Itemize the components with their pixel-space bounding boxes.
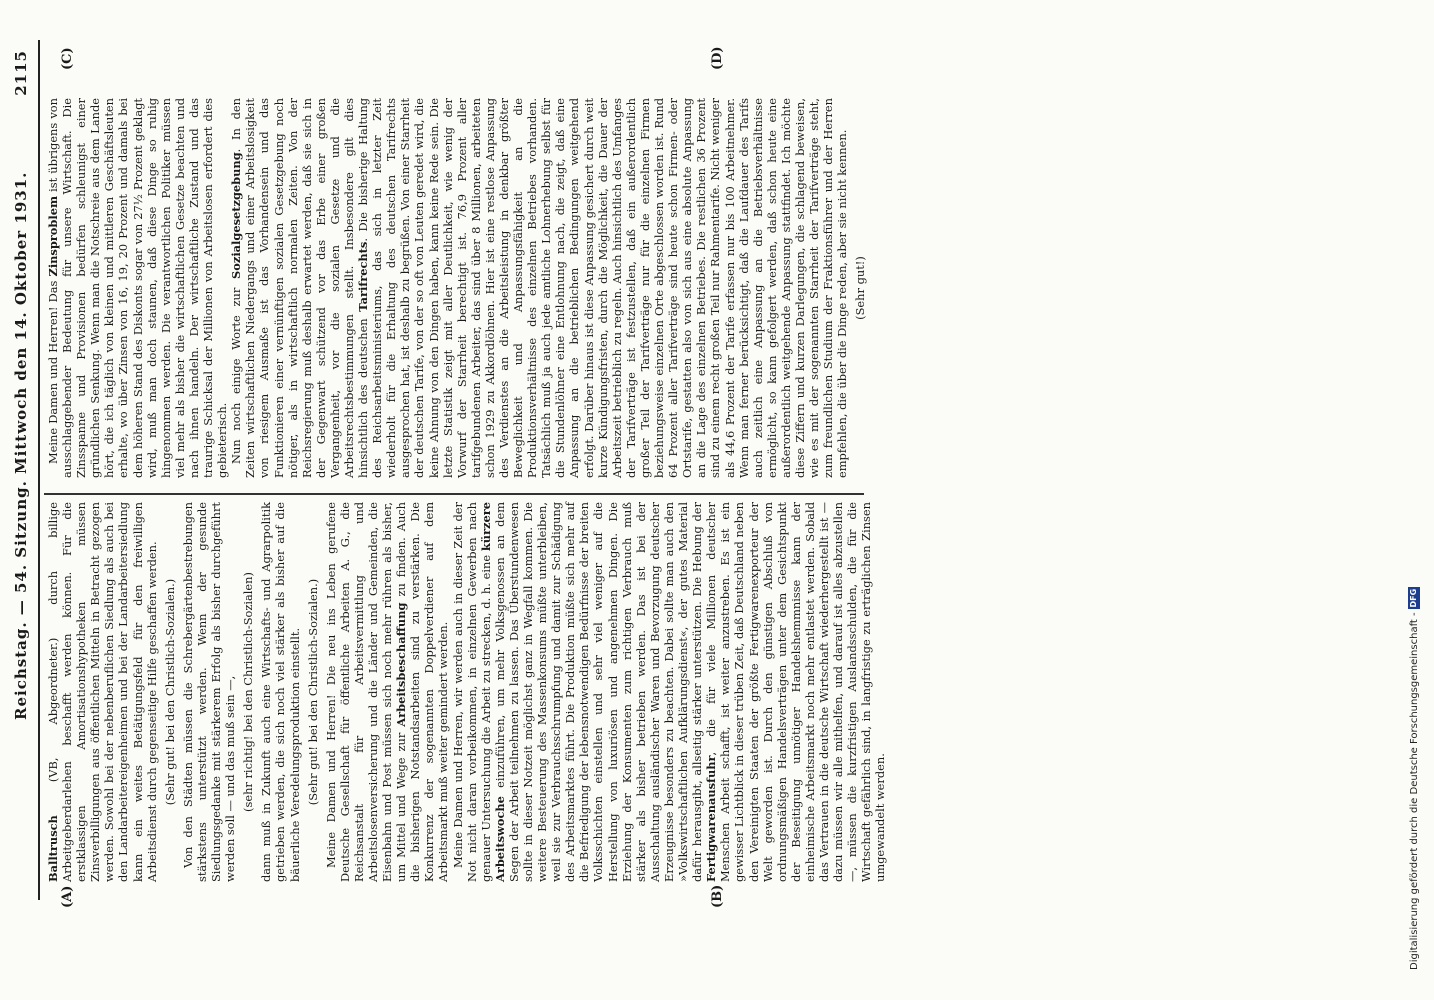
emphasis: Tarifrechts xyxy=(356,241,371,312)
applause-note: (Sehr gut! bei den Christlich-Sozialen.) xyxy=(305,578,320,806)
paragraph xyxy=(46,502,159,882)
digitization-footer xyxy=(1408,587,1420,970)
paragraph: Von den Städten müssen die Schrebergärtenbestrebungen stärkstens unterstützt werden. Wenn der gesunde Siedlungsgedanke mit stärkerem Erfolg als bisher durchgeführt werden soll — und das muß sein —, xyxy=(180,502,238,882)
column-divider xyxy=(44,494,864,496)
emphasis: Fertigwarenausfuhr xyxy=(704,755,719,882)
paragraph-text: , die für viele Millionen deutscher Menschen Arbeit schafft, ist weiter anzustreben. Es ist ein gewisser Lichtblick in dieser trüben Zeit, daß Deutschland neben den Vereinigten Staaten der größte Fertigwarenexporteur der Welt geworden ist. Durch den günstigen Abschluß von ordnungsmäßigen Handelsverträgen unter dem Gesichtspunkt der Beseitigung unnötiger Handelshemmnisse kann der einheimische Arbeitsmarkt noch mehr entlastet werden. Sobald das Vertrauen in die deutsche Wirtschaft wiederhergestellt ist — dazu müssen wir alle mithelfen, und darauf ist alles abzustellen —, müssen die kurzfristigen Auslandsschulden, die für die Wirtschaft gefährlich sind, in langfristige zu erträglichen Zinsen umgewandelt werden. xyxy=(704,502,888,882)
paragraph xyxy=(229,98,849,478)
emphasis: kürzere Arbeitswoche xyxy=(478,502,507,882)
emphasis: Arbeitsbeschaffung xyxy=(394,602,409,727)
margin-letter-a: (A) xyxy=(60,885,75,908)
applause-note: (Sehr gut!) xyxy=(853,256,868,320)
emphasis: Sozialgesetzgebung xyxy=(229,152,244,279)
page-number: 2115 xyxy=(12,50,30,96)
paragraph-text: ist übrigens von ausschlaggebender Bedeutung für unsere Wirtschaft. Die Zinsspanne und Provisionen bedürfen schleunigst einer gründlichen Senkung. Wenn man die Notschreie aus dem Lande hört, die ich täglich von kleinen und mittleren Geschäftsleuten erhalte, wo über Zinsen von 16, 19, 20 Prozent und damals bei dem höheren Stand des Diskonts sogar von 27½ Prozent geklagt wird, muß man doch staunen, daß diese Dinge so ruhig hingenommen werden. Die verantwortlichen Politiker müssen viel mehr als bisher die wirtschaftlichen Gesetze beachten und nach ihnen handeln. Der wirtschaftliche Zustand und das traurige Schicksal der Millionen von Arbeitslosen erfordert dies gebieterisch. xyxy=(46,98,230,478)
paragraph-text: Meine Damen und Herren, wir werden auch in dieser Zeit der Not nicht daran vorbeikommen, in einzelnen Gewerben nach genauer Untersuchung die Arbeit zu strecken, d. h. eine xyxy=(450,502,493,882)
page-header-title: Reichstag. — 54. Sitzung. Mittwoch den 14. Oktober 1931. xyxy=(12,171,30,720)
footer-text: Digitalisierung gefördert durch die Deutsche Forschungsgemeinschaft - xyxy=(1409,612,1420,970)
header-rule xyxy=(38,40,40,900)
paragraph xyxy=(46,98,229,478)
applause-note: (sehr richtig! bei den Christlich-Sozialen) xyxy=(241,572,256,812)
applause-note: (Sehr gut! bei den Christlich-Sozialen.) xyxy=(162,578,177,806)
paragraph-text: Meine Damen und Herren! Die neu ins Leben gerufene Deutsche Gesellschaft für öffentliche Arbeiten A. G., die Reichsanstalt für Arbeitsvermittlung und Arbeitslosenversicherung und die Länder und Gemeinden, die Eisenbahn und Post müssen sich noch mehr rühren als bisher, um Mittel und Wege zur xyxy=(323,502,409,882)
paragraph xyxy=(451,502,888,882)
emphasis: Zinsproblem xyxy=(46,196,60,277)
paragraph: dann muß in Zukunft auch eine Wirtschafts- und Agrarpolitik getrieben werden, die sich noch viel stärker als bisher auf die bäuerliche Veredelungsproduktion einstellt. xyxy=(259,502,302,882)
paragraph-text: Meine Damen und Herren! Das xyxy=(46,276,60,464)
paragraph xyxy=(324,502,451,882)
paragraph-text: Nun noch einige Worte zur xyxy=(229,278,244,464)
left-column xyxy=(46,502,887,882)
speaker-name: Balltrusch xyxy=(46,815,60,882)
paragraph-text: zu finden. Auch die bisherigen Notstandsarbeiten sind zu verstärken. Die Konkurrenz der sogenannten Doppelverdiener auf dem Arbeitsmarkt muß weiter gemindert werden. xyxy=(394,502,451,882)
margin-letter-d: (D) xyxy=(710,46,725,70)
right-column xyxy=(46,98,871,478)
paragraph-text: einzuführen, um mehr Volksgenossen an dem Segen der Arbeit teilnehmen zu lassen. Das Überstundenwesen sollte in dieser Notzeit möglichst ganz in Wegfall kommen. Die weitere Besteuerung des Massenkonsums müßte unterbleiben, weil sie zur Verbrauchsschrumpfung und damit zur Schädigung des Arbeitsmarktes führt. Die Produktion müßte sich mehr auf die Befriedigung der lebensnotwendigen Bedürfnisse der breiten Volksschichten einstellen und sehr viel weniger auf die Herstellung von luxuriösen und angenehmen Dingen. Die Erziehung der Konsumenten zum richtigen Verbrauch muß stärker als bisher betrieben werden. Das ist bei der Ausschaltung ausländischer Waren und Bevorzugung deutscher Erzeugnisse besonders zu beachten. Dabei sollte man auch den »Volkswirtschaftlichen Aufklärungsdienst«, der gutes Material dafür herausgibt, allseitig stärker unterstützen. Die Hebung der xyxy=(492,502,705,882)
margin-letter-b: (B) xyxy=(710,884,725,908)
paragraph-text: (VB, Abgeordneter.) durch billige Arbeitgeberdarlehen beschafft werden können. Für die erstklassigen Amortisationshypotheken müssen Zinsverbilligungen aus öffentlichen Mitteln in Betracht gezogen werden. Sowohl bei der nebenberuflichen Siedlung als auch bei den Landarbeitereigenheimen und bei der Landarbeitersiedlung kann ein weites Betätigungsfeld für den freiwilligen Arbeitsdienst durch gegenseitige Hilfe geschaffen werden. xyxy=(46,502,159,882)
paragraph-text: . Die bisherige Haltung des Reichsarbeitsministeriums, das sich in letzter Zeit wiederholt für die Erhaltung des deutschen Tarifrechts ausgesprochen hat, ist deshalb zu begrüßen. Von einer Starrheit der deutschen Tarife, von der so oft von Leuten geredet wird, die keine Ahnung von den Dingen haben, kann keine Rede sein. Die letzte Statistik zeigt mit aller Deutlichkeit, wie wenig der Vorwurf der Starrheit berechtigt ist. 76,9 Prozent aller tarifgebundenen Arbeiter, das sind über 8 Millionen, arbeiteten schon 1929 zu Akkordlöhnen. Hier ist eine restlose Anpassung des Verdienstes an die Arbeitsleistung in denkbar größter Beweglichkeit und Anpassungsfähigkeit an die Produktionsverhältnisse des einzelnen Betriebes vorhanden. Tatsächlich muß ja auch jede amtliche Lohnerhebung selbst für die Stundenlöhner eine Entlohnung nach, die zeigt, daß eine Anpassung an die betrieblichen Bedingungen weitgehend erfolgt. Darüber hinaus ist diese Anpassung gesichert durch weit kurze Kündigungsfristen, durch die Möglichkeit, die Dauer der Arbeitszeit betrieblich zu regeln. Auch hinsichtlich des Umfanges der Tarifverträge ist festzustellen, daß ein außerordentlich großer Teil der Tarifverträge nur für die einzelnen Firmen beziehungsweise einzelnen Orte abgeschlossen worden ist. Rund 64 Prozent aller Tarifverträge sind heute schon Firmen- oder Ortstarife, gestatten also von sich aus eine absolute Anpassung an die Lage des einzelnen Betriebes. Die restlichen 36 Prozent sind zu einem recht großen Teil nur Rahmentarife. Nicht weniger als 44,6 Prozent der Tarife erfassen nur bis 100 Arbeitnehmer. Wenn man ferner berücksichtigt, daß die Laufdauer des Tarifs auch zeitlich eine Anpassung an die Betriebsverhältnisse ermöglicht, so kann gefolgert werden, daß schon heute eine außerordentlich weitgehende Anpassung stattfindet. Ich möchte diese Ziffern und kurzen Darlegungen, die schlagend beweisen, wie es mit der sogenannten Starrheit der Tarifverträge steht, zum freundlichen Studium der Fraktionsführer und der Herren empfehlen, die über die Dinge reden, aber sie nicht kennen. xyxy=(356,98,850,478)
paragraph-text: . In den Zeiten wirtschaftlichen Niedergangs und einer Arbeitslosigkeit von riesigem Ausmaße ist das Vorhandensein und das Funktionieren einer vernünftigen sozialen Gesetzgebung noch nötiger, als in wirtschaftlich normalen Zeiten. Von der Reichsregierung muß deshalb erwartet werden, daß sie sich in der Gegenwart schützend vor das Erbe einer großen Vergangenheit, vor die sozialen Gesetze und die Arbeitsrechtsbestimmungen stellt. Insbesondere gilt dies hinsichtlich des deutschen xyxy=(229,98,371,478)
page-header xyxy=(8,50,40,900)
margin-letter-c: (C) xyxy=(60,47,75,70)
dfg-logo-icon: DFG xyxy=(1409,588,1418,608)
